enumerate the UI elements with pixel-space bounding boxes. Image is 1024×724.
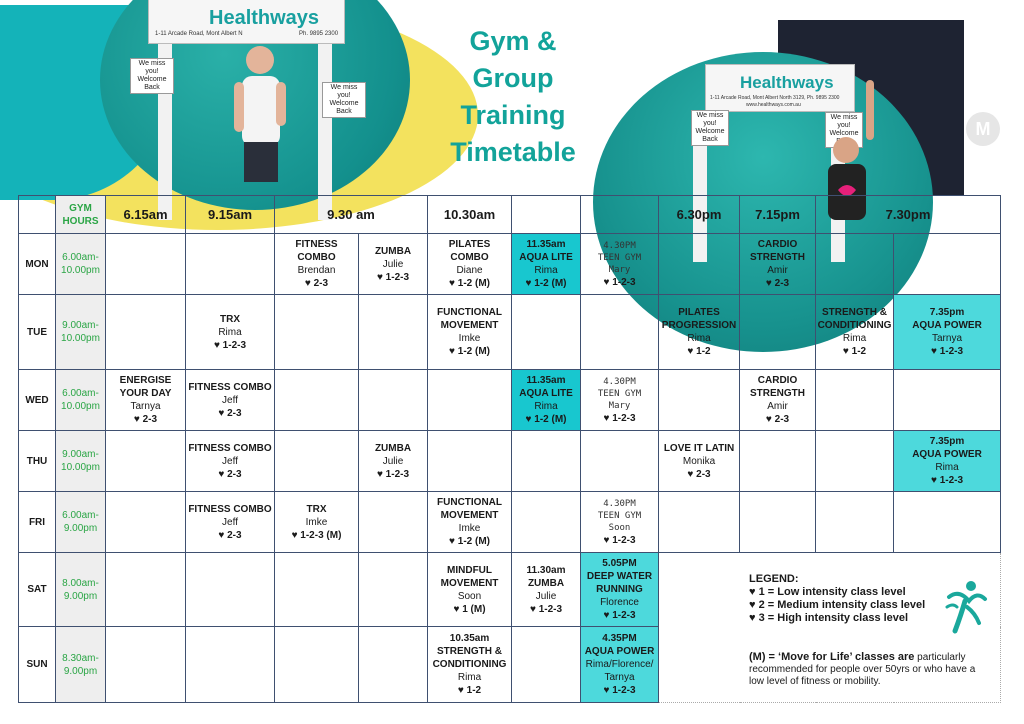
legend-box — [659, 553, 1001, 703]
empty-cell — [740, 431, 816, 492]
gym-hours: 6.00am-10.00pm — [56, 370, 106, 431]
trainer-name: Rima — [534, 401, 558, 412]
title-line: Timetable — [450, 137, 576, 167]
empty-cell — [186, 234, 275, 295]
intensity-level: ♥ 1-2 (M) — [449, 536, 490, 547]
sign-address: 1-11 Arcade Road, Mont Albert North 3129, Ph. 9895 2300 — [710, 95, 840, 101]
time-header-930: 9.30 am — [275, 196, 428, 234]
legend-item: ♥ 1 = Low intensity class level — [749, 586, 906, 598]
class-time: 4.30PM — [603, 240, 636, 251]
intensity-level: ♥ 1-2 (M) — [525, 278, 567, 289]
row-tue — [19, 295, 1001, 370]
class-name: FITNESS COMBO — [188, 503, 272, 515]
empty-cell — [512, 431, 581, 492]
gym-hours-header: GYM HOURS — [56, 196, 106, 234]
trainer-name: Rima — [935, 462, 959, 473]
corner-cell — [19, 196, 56, 234]
class-cell — [740, 234, 816, 295]
class-name: TEEN GYM — [597, 510, 642, 521]
intensity-level: ♥ 2-3 — [218, 407, 242, 419]
legend-item: ♥ 2 = Medium intensity class level — [749, 599, 926, 611]
intensity-level: ♥ 1-2-3 — [603, 534, 636, 546]
class-cell-aqua — [894, 431, 1001, 492]
intensity-level: ♥ 1-2-3 (M) — [291, 529, 342, 541]
class-name: STRENGTH & CONDITIONING — [432, 646, 507, 670]
sign-brand: Healthways — [209, 7, 320, 29]
intensity-level: ♥ 1-2 — [687, 346, 711, 357]
title-line: Group — [472, 63, 554, 93]
trainer-name: Rima — [218, 326, 242, 338]
empty-cell — [816, 431, 894, 492]
time-header-1030: 10.30am — [428, 196, 512, 234]
sign-post — [318, 20, 332, 220]
class-cell-aqua — [894, 295, 1001, 370]
empty-cell — [359, 553, 428, 627]
intensity-level: ♥ 2-3 — [765, 278, 790, 289]
class-name: PILATES COMBO — [448, 239, 491, 263]
time-header-915: 9.15am — [186, 196, 275, 234]
row-fri — [19, 492, 1001, 553]
empty-cell — [186, 553, 275, 627]
class-name: TEEN GYM — [597, 388, 642, 399]
intensity-level: ♥ 2-3 — [218, 529, 242, 541]
intensity-level: ♥ 1 (M) — [453, 603, 486, 615]
day-label: FRI — [19, 492, 56, 553]
trainer-name: Julie — [382, 258, 404, 270]
day-label: TUE — [19, 295, 56, 370]
trainer-name: Rima — [534, 265, 558, 276]
intensity-level: ♥ 2-3 — [218, 468, 242, 480]
dancer-logo-icon — [941, 577, 987, 637]
class-name: ZUMBA — [374, 442, 412, 454]
sign-address: 1-11 Arcade Road, Mont Albert N — [155, 31, 243, 37]
class-name: DEEP WATER RUNNING — [586, 571, 653, 595]
class-cell — [359, 431, 428, 492]
class-name: TRX — [306, 503, 327, 515]
intensity-level: ♥ 2-3 — [765, 414, 790, 425]
class-time: 10.35am — [449, 633, 490, 644]
class-time: 7.35pm — [929, 436, 965, 447]
empty-cell — [512, 627, 581, 703]
trainer-name: Jeff — [222, 455, 238, 467]
gym-hours: 9.00am-10.00pm — [56, 295, 106, 370]
intensity-level: ♥ 1-2 (M) — [525, 414, 567, 425]
class-cell — [428, 295, 512, 370]
trainer-name: Rima — [457, 672, 482, 683]
empty-cell — [106, 553, 186, 627]
class-time: 11.35am — [526, 239, 566, 250]
sign-web: www.healthways.com.au — [746, 102, 801, 108]
class-cell — [186, 492, 275, 553]
class-cell — [428, 627, 512, 703]
page-title — [413, 23, 613, 171]
empty-cell — [106, 431, 186, 492]
class-time: 4.35PM — [602, 633, 637, 644]
empty-cell — [275, 553, 359, 627]
empty-cell — [740, 492, 816, 553]
intensity-level: ♥ 2-3 — [687, 468, 711, 480]
trainer-name: Diane — [456, 265, 483, 276]
empty-cell — [894, 492, 1001, 553]
intensity-level: ♥ 1-2-3 — [603, 685, 636, 696]
header-banner — [18, 7, 964, 196]
empty-cell — [659, 234, 740, 295]
title-line: Training — [460, 100, 566, 130]
empty-cell — [659, 492, 740, 553]
trainer-name: Julie — [382, 455, 404, 467]
class-cell-aqua — [581, 553, 659, 627]
class-name: TRX — [220, 313, 240, 325]
empty-cell — [106, 295, 186, 370]
row-wed — [19, 370, 1001, 431]
class-cell — [428, 553, 512, 627]
empty-cell — [512, 492, 581, 553]
sign-brand: Healthways — [740, 73, 834, 92]
time-header-715: 7.15pm — [740, 196, 816, 234]
legend-title: LEGEND: — [749, 573, 799, 585]
empty-cell — [359, 627, 428, 703]
day-label: SUN — [19, 627, 56, 703]
empty-cell — [428, 431, 512, 492]
empty-cell — [275, 627, 359, 703]
intensity-level: ♥ 1-2-3 — [603, 610, 636, 621]
timetable — [18, 195, 1001, 703]
class-name: CARDIO STRENGTH — [750, 239, 806, 263]
trainer-name: Imke — [458, 333, 481, 344]
trainer-name: Florence — [600, 597, 639, 608]
empty-cell — [186, 627, 275, 703]
title-line: Gym & — [469, 26, 557, 56]
empty-cell — [816, 370, 894, 431]
class-time: 4.30PM — [603, 376, 636, 387]
trainer-name: Soon — [457, 590, 482, 602]
class-name: FUNCTIONAL MOVEMENT — [437, 497, 503, 521]
class-cell — [275, 492, 359, 553]
gym-hours: 8.00am-9.00pm — [56, 553, 106, 627]
class-name: CARDIO STRENGTH — [750, 375, 806, 399]
trainer-name: Imke — [458, 523, 481, 534]
intensity-level: ♥ 1-2-3 — [603, 412, 636, 424]
trainer-name: Imke — [305, 516, 328, 528]
empty-cell — [659, 370, 740, 431]
sign-post — [158, 20, 172, 220]
time-header-730: 7.30pm — [816, 196, 1001, 234]
trainer-name: Rima — [687, 333, 711, 344]
empty-cell — [512, 295, 581, 370]
class-cell — [659, 431, 740, 492]
trainer-name: Julie — [535, 590, 557, 602]
class-cell — [512, 553, 581, 627]
class-cell — [106, 370, 186, 431]
empty-cell — [359, 492, 428, 553]
class-cell — [659, 295, 740, 370]
trainer-name: Mary — [608, 400, 631, 411]
class-time: 11.30am — [526, 564, 566, 576]
intensity-level: ♥ 1-2 — [842, 346, 867, 357]
empty-cell — [581, 431, 659, 492]
class-cell — [581, 492, 659, 553]
empty-cell — [275, 370, 359, 431]
class-name: AQUA LITE — [519, 252, 573, 263]
empty-cell — [894, 234, 1001, 295]
class-cell-aqua — [512, 370, 581, 431]
class-name: ZUMBA — [374, 245, 412, 257]
class-name: MINDFUL MOVEMENT — [440, 564, 499, 589]
class-cell — [186, 431, 275, 492]
intensity-level: ♥ 1-2 (M) — [449, 278, 490, 289]
empty-cell — [106, 627, 186, 703]
day-label: MON — [19, 234, 56, 295]
trainer-name: Tarnya — [130, 401, 161, 412]
gym-hours: 6.00am-9.00pm — [56, 492, 106, 553]
trainer-name: Brendan — [297, 265, 336, 276]
class-cell — [428, 234, 512, 295]
class-name: FUNCTIONAL MOVEMENT — [437, 307, 503, 331]
trainer-name: Rima/Florence/ Tarnya — [585, 659, 654, 683]
empty-cell — [359, 370, 428, 431]
class-time: 4.30PM — [603, 498, 636, 509]
intensity-level: ♥ 1-2-3 — [930, 475, 964, 486]
trainer-name: Rima — [842, 333, 867, 344]
intensity-level: ♥ 1-2-3 — [376, 468, 410, 480]
empty-cell — [740, 295, 816, 370]
trainer-name: Soon — [608, 522, 631, 533]
class-name: FITNESS COMBO — [188, 442, 272, 454]
time-header-blank — [581, 196, 659, 234]
class-time: 11.35am — [526, 375, 566, 386]
class-cell — [186, 370, 275, 431]
trainer-name: Amir — [767, 265, 788, 276]
class-cell — [581, 370, 659, 431]
legend-note-bold: (M) = ‘Move for Life’ classes are — [749, 651, 915, 663]
time-header-blank — [512, 196, 581, 234]
intensity-level: ♥ 1-2 — [457, 685, 482, 696]
welcome-card: We miss you! Welcome Back — [130, 58, 174, 94]
class-cell — [186, 295, 275, 370]
intensity-level: ♥ 1-2-3 — [603, 276, 636, 288]
class-name: AQUA POWER — [584, 646, 655, 657]
empty-cell — [275, 431, 359, 492]
trainer-name: Mary — [608, 264, 631, 275]
time-header-630: 6.30pm — [659, 196, 740, 234]
class-cell — [359, 234, 428, 295]
gym-hours: 6.00am-10.00pm — [56, 234, 106, 295]
empty-cell — [816, 234, 894, 295]
empty-cell — [894, 370, 1001, 431]
gym-hours: 8.30am-9.00pm — [56, 627, 106, 703]
class-name: LOVE IT LATIN — [663, 442, 735, 454]
day-label: WED — [19, 370, 56, 431]
class-time: 5.05PM — [602, 558, 637, 569]
row-thu — [19, 431, 1001, 492]
class-name: AQUA POWER — [912, 449, 982, 460]
trainer-name: Tarnya — [932, 333, 963, 344]
trainer-name: Jeff — [222, 394, 238, 406]
class-name: PILATES PROGRESSION — [661, 307, 737, 331]
trainer-name: Amir — [767, 401, 788, 412]
class-cell — [816, 295, 894, 370]
empty-cell — [106, 234, 186, 295]
class-name: ENERGISE YOUR DAY — [119, 375, 172, 399]
class-name: TEEN GYM — [597, 252, 642, 263]
intensity-level: ♥ 1-2-3 — [376, 271, 410, 283]
mc-logo: M — [966, 112, 1000, 146]
intensity-level: ♥ 2-3 — [304, 278, 329, 289]
empty-cell — [106, 492, 186, 553]
healthways-sign — [148, 0, 345, 44]
class-time: 7.35pm — [929, 307, 965, 318]
class-cell-aqua — [512, 234, 581, 295]
header-row — [19, 196, 1001, 234]
intensity-level: ♥ 1-2-3 — [213, 339, 247, 351]
class-name: ZUMBA — [527, 577, 565, 589]
intensity-level: ♥ 1-2-3 — [529, 603, 563, 615]
trainer-name: Monika — [682, 455, 716, 467]
intensity-level: ♥ 1-2 (M) — [449, 346, 490, 357]
row-mon — [19, 234, 1001, 295]
class-name: FITNESS COMBO — [188, 381, 272, 393]
welcome-card: We miss you! Welcome Back — [322, 82, 366, 118]
day-label: SAT — [19, 553, 56, 627]
empty-cell — [581, 295, 659, 370]
legend-item: ♥ 3 = High intensity class level — [749, 612, 909, 624]
intensity-level: ♥ 1-2-3 — [930, 346, 964, 357]
man-figure — [220, 42, 300, 212]
intensity-level: ♥ 2-3 — [133, 414, 158, 425]
welcome-card: We miss you! Welcome Back — [691, 110, 729, 146]
legend-note — [749, 651, 984, 688]
class-cell — [581, 234, 659, 295]
class-name: STRENGTH & CONDITIONING — [817, 307, 892, 331]
legend-note-text: particularly recommended for people over 50yrs or who have a low level of fitness or mobility. — [749, 652, 976, 687]
class-cell — [275, 234, 359, 295]
class-cell-aqua — [581, 627, 659, 703]
time-header-615: 6.15am — [106, 196, 186, 234]
class-cell — [428, 492, 512, 553]
empty-cell — [359, 295, 428, 370]
trainer-name: Jeff — [222, 516, 238, 528]
row-sat — [19, 553, 1001, 627]
empty-cell — [275, 295, 359, 370]
class-cell — [740, 370, 816, 431]
day-label: THU — [19, 431, 56, 492]
class-name: FITNESS COMBO — [295, 239, 338, 263]
class-name: AQUA LITE — [519, 388, 573, 399]
empty-cell — [816, 492, 894, 553]
welcome-card: We miss you! Welcome — [825, 112, 863, 148]
empty-cell — [428, 370, 512, 431]
gym-hours: 9.00am-10.00pm — [56, 431, 106, 492]
class-name: AQUA POWER — [912, 320, 982, 331]
sign-phone: Ph. 9895 2300 — [299, 31, 339, 37]
